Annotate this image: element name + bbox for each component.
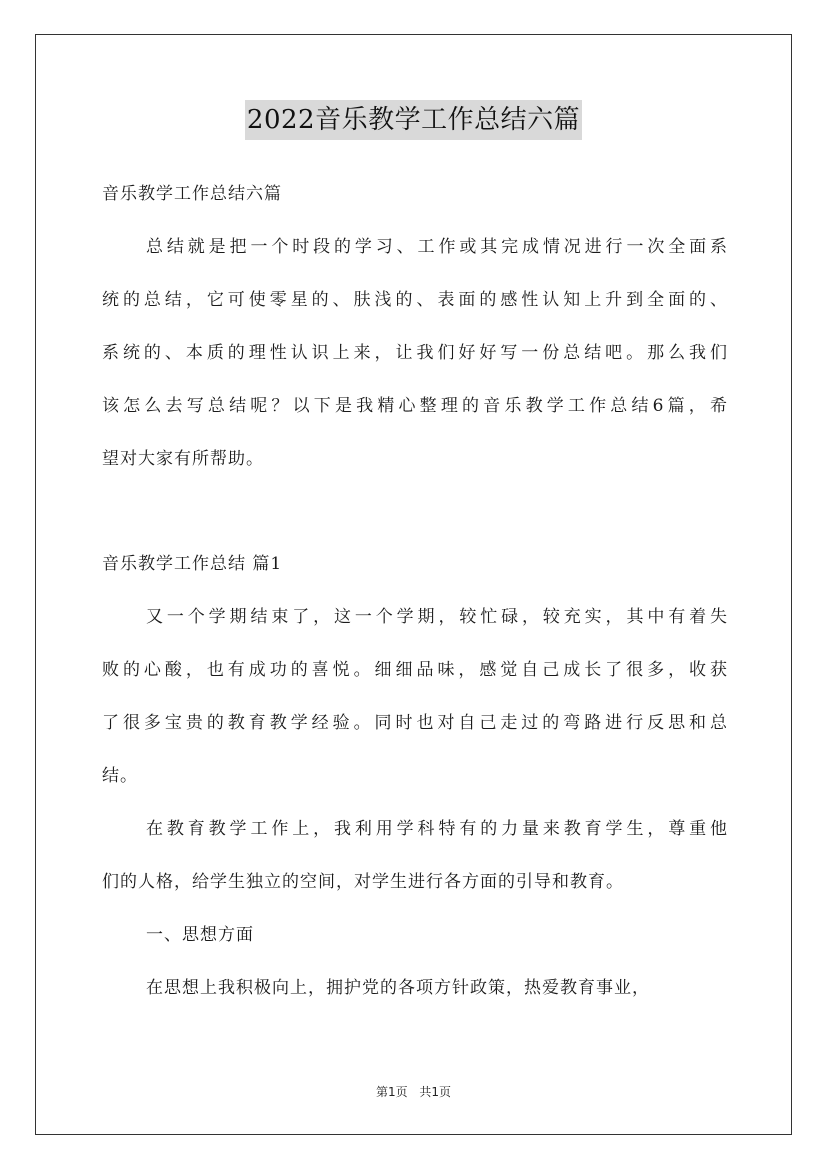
intro-line: 该怎么去写总结呢？以下是我精心整理的音乐教学工作总结6篇，希: [102, 396, 728, 416]
paragraph-line: 又一个学期结束了，这一个学期，较忙碌，较充实，其中有着失: [146, 607, 728, 627]
document-title: 2022音乐教学工作总结六篇: [245, 100, 582, 140]
intro-line: 统的总结，它可使零星的、肤浅的、表面的感性认知上升到全面的、: [102, 290, 728, 310]
paragraph-line: 了很多宝贵的教育教学经验。同时也对自己走过的弯路进行反思和总: [102, 713, 728, 733]
intro-line: 望对大家有所帮助。: [102, 449, 264, 469]
sub-heading: 一、思想方面: [146, 925, 254, 945]
paragraph-line: 在思想上我积极向上，拥护党的各项方针政策，热爱教育事业，: [146, 978, 650, 998]
intro-line: 系统的、本质的理性认识上来，让我们好好写一份总结吧。那么我们: [102, 343, 728, 363]
page-total: 共1页: [419, 1085, 452, 1099]
page-number: 第1页: [375, 1085, 408, 1099]
title-container: [0, 100, 827, 140]
document-body: [102, 174, 728, 1008]
intro-line: 总结就是把一个时段的学习、工作或其完成情况进行一次全面系: [146, 237, 728, 257]
paragraph-line: 们的人格，给学生独立的空间，对学生进行各方面的引导和教育。: [102, 872, 624, 892]
subtitle: 音乐教学工作总结六篇: [102, 184, 282, 204]
paragraph-line: 败的心酸，也有成功的喜悦。细细品味，感觉自己成长了很多，收获: [102, 660, 728, 680]
section-heading: 音乐教学工作总结 篇1: [102, 554, 283, 574]
paragraph-line: 在教育教学工作上，我利用学科特有的力量来教育学生，尊重他: [146, 819, 728, 839]
page-footer: [0, 1083, 827, 1100]
paragraph-line: 结。: [102, 766, 138, 786]
